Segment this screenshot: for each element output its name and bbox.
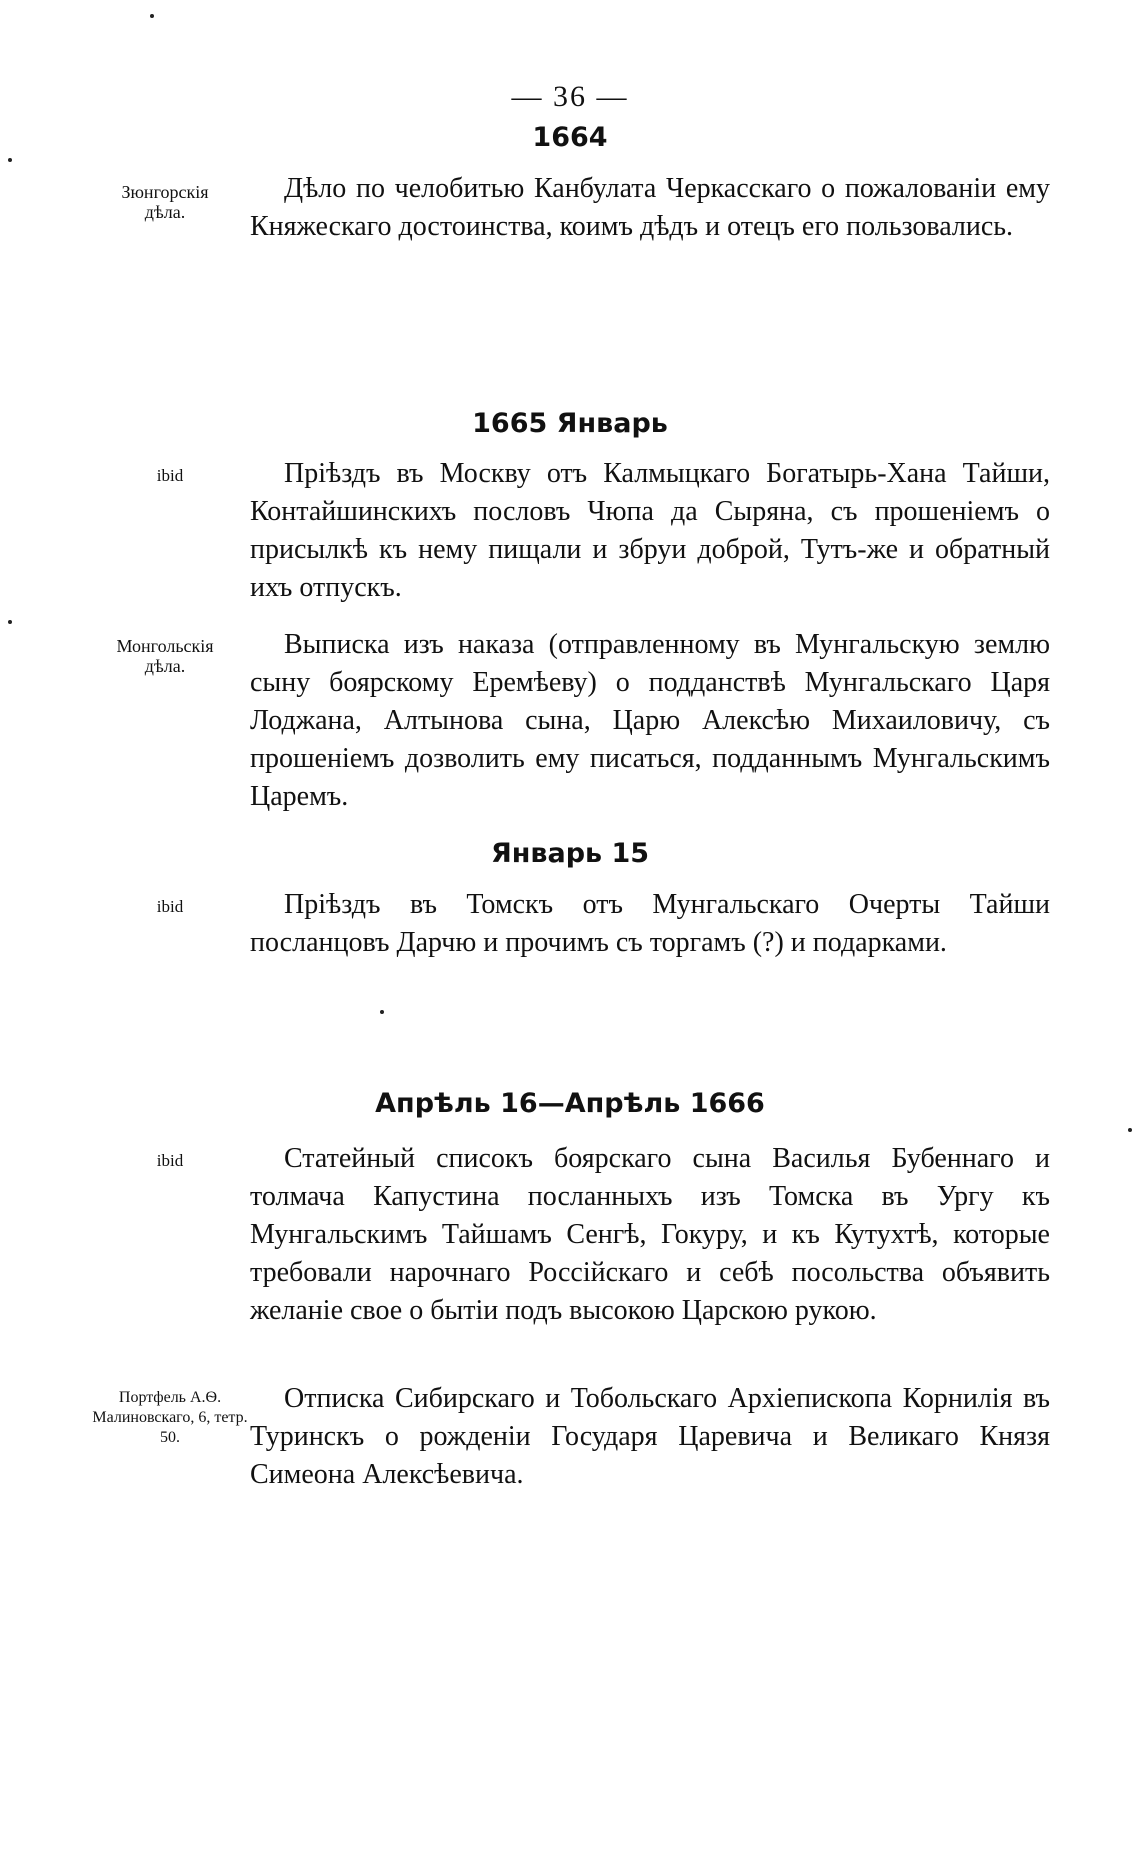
margin-note: ibid [156,897,184,916]
scan-speck [150,14,154,18]
entry-text: Статейный списокъ боярскаго сына Василья Бубеннаго и толмача Капустина посланныхъ изъ Томска въ Ургу къ Мунгальскимъ Тайшамъ Сенгѣ, Гокуру, и къ Кутухтѣ, которые требовали нарочнаго Россійскаго и себѣ посольства объявить желаніе свое о бытіи подъ высокою Царскою рукою. [250,1143,1050,1326]
margin-note: ibid [156,1151,184,1170]
scan-speck [1128,1128,1132,1132]
section-heading-1665-january: 1665 Январь [472,408,668,439]
section-heading-january-15: Январь 15 [490,838,650,869]
scan-speck [380,1010,384,1014]
section-heading-april-1666: Апрѣль 16—Апрѣль 1666 [375,1088,765,1119]
margin-note: ibid [156,466,184,485]
margin-note: Зюнгорскія дѣла. [121,182,209,222]
entry-text: Отписка Сибирскаго и Тобольскаго Архіепископа Корнилія въ Туринскъ о рожденіи Государя Царевича и Великаго Князя Симеона Алексѣевича. [250,1383,1050,1490]
scan-speck [8,158,12,162]
section-heading-1664: 1664 [532,122,608,153]
entry-text: Выписка изъ наказа (отправленному въ Мунгальскую землю сыну боярскому Еремѣеву) о подданствѣ Мунгальскаго Царя Лоджана, Алтынова сына, Царю Алексѣю Михаиловичу, съ прошеніемъ дозволить ему писаться, подданнымъ Мунгальскимъ Царемъ. [250,629,1050,812]
scan-speck [8,620,12,624]
entry-text: Пріѣздъ въ Томскъ отъ Мунгальскаго Очерты Тайши посланцовъ Дарчю и прочимъ съ торгамъ (?) и подарками. [250,889,1050,958]
margin-note: Монгольскія дѣла. [116,636,214,676]
page-number: — 36 — [511,80,629,113]
margin-note: Портфель А.Ѳ. Малиновскаго, 6, тетр. 50. [92,1389,248,1446]
entry-text: Дѣло по челобитью Канбулата Черкасскаго о пожалованіи ему Княжескаго достоинства, коимъ дѣдъ и отецъ его пользовались. [250,173,1050,242]
entry-text: Пріѣздъ въ Москву отъ Калмыцкаго Богатырь-Хана Тайши, Контайшинскихъ пословъ Чюпа да Сыряна, съ прошеніемъ о присылкѣ къ нему пищали и збруи доброй, Тутъ-же и обратный ихъ отпускъ. [250,458,1050,603]
